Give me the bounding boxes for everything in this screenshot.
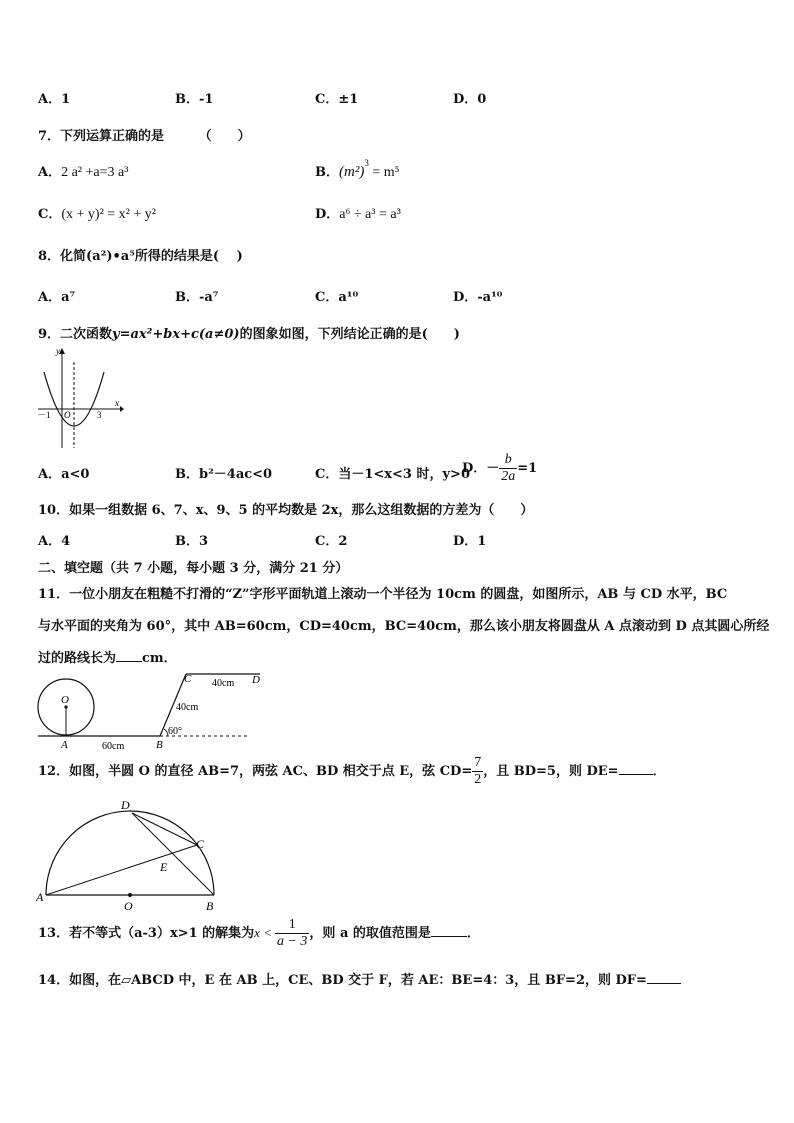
q13-post: ，则 a 的取值范围是 [309,926,431,941]
graph-origin: O [64,410,71,420]
q9-d-post: =1 [517,461,538,476]
q7-stem [38,125,251,144]
q6-option-c: C．±1 [315,92,359,107]
q10-stem: 10．如果一组数据 6、7、x、9、5 的平均数是 2x，那么这组数据的方差为（ ） [38,503,534,518]
graph-y-label: y [56,346,60,356]
q13-end: ． [466,926,480,941]
q8-option-d: D．-a¹⁰ [453,290,503,305]
q8-option-c: C．a¹⁰ [315,290,359,305]
label-angle: 60° [168,726,182,737]
q12-frac-den: 2 [474,772,482,787]
label-bc-length: 40cm [176,702,199,713]
q9-stem-eq: y=ax²+bx+c(a≠0) [112,327,240,342]
q8-stem: 8．化简(a²)•a⁵所得的结果是( ) [38,249,243,264]
q7-b-label: B． [315,165,339,180]
q12-fraction [472,755,483,788]
q12-end: ． [652,764,666,779]
q13-fraction [275,917,309,950]
label-a: A [36,890,44,904]
q13-frac-den: a − 3 [276,934,308,949]
q9-option-a: A．a<0 [38,467,90,482]
q9-option-b: B．b²－4ac<0 [175,467,273,482]
q12-stem [38,755,666,788]
q7-b-rhs: = m⁵ [368,165,400,180]
q13-pre: 13．若不等式（a-3）x>1 的解集为 [38,926,255,941]
q7-b-base: (m²) [339,164,365,180]
graph-x-label: x [115,398,119,408]
q10-option-b: B．3 [175,534,209,549]
q13-x-lt: x < [254,925,272,940]
q9-option-d [462,452,537,485]
label-b: B [156,739,163,751]
q9-parabola-graph [36,342,126,454]
q8-option-a: A．a⁷ [38,290,76,305]
q9-stem-pre: 9．二次函数 [38,327,113,342]
label-d: D [252,674,260,686]
q13-stem [38,917,480,950]
center-point [128,893,132,897]
q7-option-d [315,203,401,223]
q8-option-b: B．-a⁷ [175,290,219,305]
q7-option-b [315,158,400,181]
section-2-heading: 二、填空题（共 7 小题，每小题 3 分，满分 21 分） [38,561,349,576]
q7-c-expr: (x + y)² = x² + y² [61,207,156,222]
label-a: A [61,739,68,751]
q7-option-c [38,203,156,223]
q7-option-a [38,161,128,181]
q9-stem [38,323,460,342]
q13-frac-num: 1 [275,917,309,934]
label-d: D [121,798,130,812]
label-e: E [160,860,168,874]
q9-d-pre: D．－ [462,461,500,476]
q14-answer-blank[interactable] [647,983,681,984]
graph-tick-3: 3 [97,410,102,420]
q11-line-2: 与水平面的夹角为 60°，其中 AB=60cm，CD=40cm，BC=40cm，那么该小朋友将圆盘从 A 点滚动到 D 点其圆心所经 [38,619,770,634]
semicircle-arc [46,811,214,895]
label-o: O [124,899,133,913]
chord-ac [46,845,197,895]
q10-option-a: A．4 [38,534,71,549]
q6-option-b: B．-1 [175,92,214,107]
q7-a-expr: 2 a² +a=3 a³ [61,165,129,180]
q9-d-den: 2a [501,469,516,484]
q11-line-1: 11．一位小朋友在粗糙不打滑的“Z”字形平面轨道上滚动一个半径为 10cm 的圆盘，如图所示，AB 与 CD 水平，BC [38,587,728,602]
q13-answer-blank[interactable] [431,936,467,937]
q12-frac-num: 7 [474,755,482,770]
label-c: C [196,837,205,851]
q9-d-num: b [499,452,517,469]
q7-answer-paren: （ ） [198,129,251,144]
graph-tick-neg1: －1 [37,410,51,420]
q7-a-label: A． [38,165,62,180]
q14-stem [38,969,681,988]
q11-line3-post: cm． [142,651,177,666]
q7-d-label: D． [315,207,340,222]
q12-answer-blank[interactable] [619,774,653,775]
label-o: O [61,694,69,706]
x-axis-arrow [120,406,124,412]
q11-line-3 [38,647,177,666]
q7-d-expr: a⁶ ÷ a³ = a³ [339,207,401,222]
label-cd-length: 40cm [212,678,235,689]
chord-bd [132,813,214,895]
q6-option-d: D．0 [453,92,487,107]
label-b: B [206,899,214,913]
label-ab-length: 60cm [102,741,125,752]
q7-stem-text: 7．下列运算正确的是 [38,129,165,144]
q6-option-a: A．1 [38,92,71,107]
q11-answer-blank[interactable] [116,661,142,662]
q10-option-d: D．1 [453,534,487,549]
q7-b-exp: 3 [364,158,369,168]
q9-option-c: C．当－1<x<3 时，y>0 [315,467,470,482]
q9-stem-post: 的图象如图，下列结论正确的是( ) [239,327,460,342]
q14-text: 14．如图，在▱ABCD 中，E 在 AB 上，CE、BD 交于 F，若 AE：BE=4：3，且 BF=2，则 DF= [38,973,647,988]
q12-semicircle-figure [34,795,220,913]
q10-option-c: C．2 [315,534,348,549]
q11-line3-pre: 过的路线长为 [38,651,117,666]
q9-d-fraction [499,452,517,485]
q12-pre: 12．如图，半圆 O 的直径 AB=7，两弦 AC、BD 相交于点 E，弦 CD= [38,764,473,779]
q11-track-figure [34,668,264,754]
label-c: C [184,673,192,685]
q12-post: ，且 BD=5，则 DE= [483,764,619,779]
q7-c-label: C． [38,207,62,222]
